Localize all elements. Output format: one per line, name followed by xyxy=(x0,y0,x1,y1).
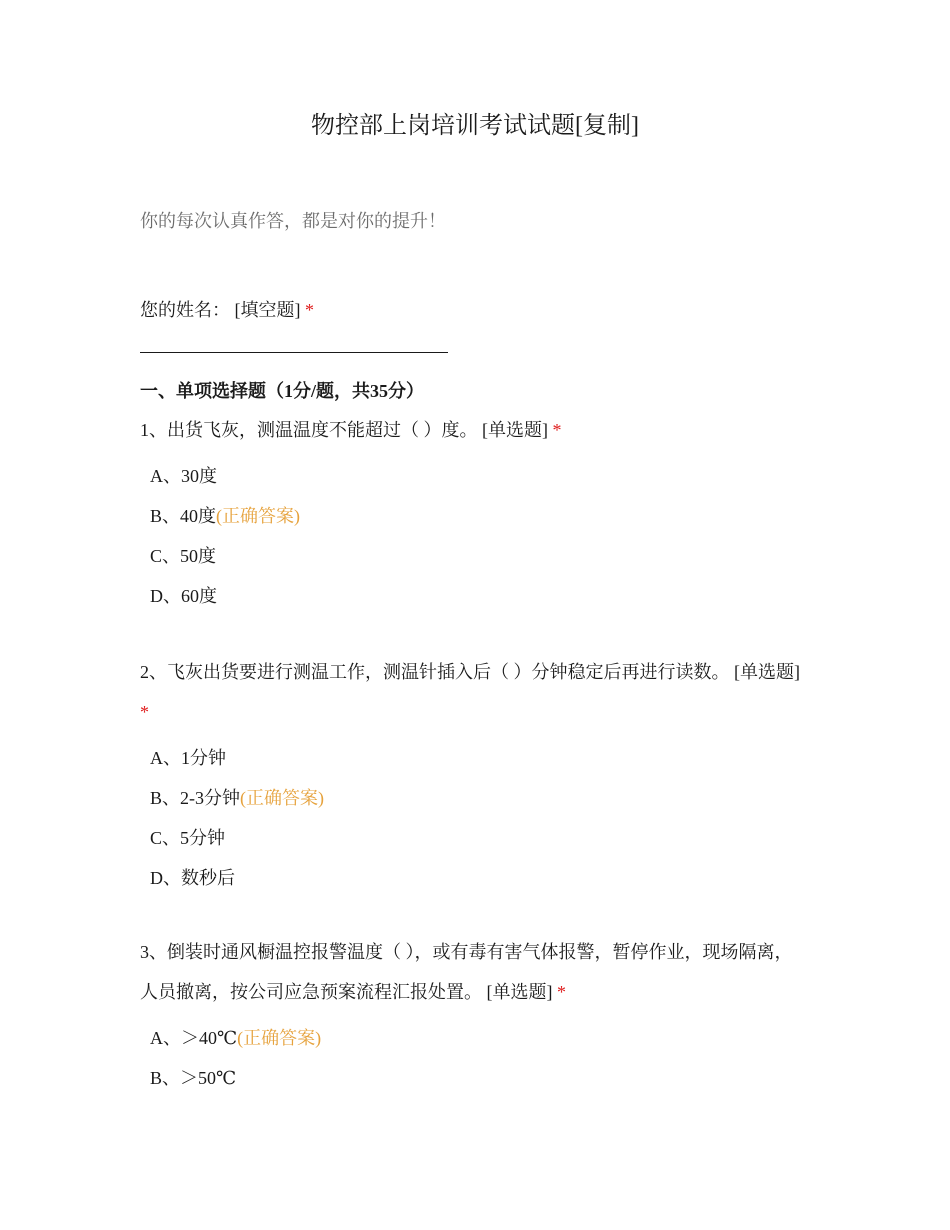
option-list xyxy=(140,1018,810,1098)
section-heading: 一、单项选择题（1分/题，共35分） xyxy=(140,381,424,401)
question-text xyxy=(140,932,810,1012)
option-label: D、数秒后 xyxy=(150,868,235,888)
option-c[interactable] xyxy=(150,536,810,576)
option-list xyxy=(140,456,810,616)
question-stem: 3、倒装时通风橱温控报警温度（ ），或有毒有害气体报警，暂停作业，现场隔离，人员撤离，按公司应急预案流程汇报处置。 xyxy=(140,942,793,1002)
option-a[interactable] xyxy=(150,738,810,778)
option-b[interactable] xyxy=(150,778,810,818)
question-2 xyxy=(140,652,810,898)
option-a[interactable] xyxy=(150,1018,810,1058)
name-question xyxy=(140,296,314,324)
option-label: D、60度 xyxy=(150,586,217,606)
option-a[interactable] xyxy=(150,456,810,496)
option-label: A、1分钟 xyxy=(150,748,226,768)
option-label: C、50度 xyxy=(150,546,217,566)
option-d[interactable] xyxy=(150,576,810,616)
option-list xyxy=(140,738,810,898)
question-type-tag: [填空题] xyxy=(234,300,301,320)
question-stem: 2、飞灰出货要进行测温工作，测温针插入后（ ）分钟稳定后再进行读数。 xyxy=(140,662,730,682)
option-label: B、2-3分钟 xyxy=(150,788,240,808)
correct-answer-tag: (正确答案) xyxy=(216,506,301,526)
question-stem: 1、出货飞灰，测温温度不能超过（ ）度。 xyxy=(140,420,478,440)
question-1 xyxy=(140,410,810,616)
page-subtitle: 你的每次认真作答，都是对你的提升！ xyxy=(140,211,446,231)
option-label: C、5分钟 xyxy=(150,828,226,848)
required-marker: * xyxy=(552,420,562,440)
option-label: B、40度 xyxy=(150,506,217,526)
name-question-label: 您的姓名： xyxy=(140,300,230,320)
required-marker: * xyxy=(140,702,149,722)
option-b[interactable] xyxy=(150,1058,810,1098)
correct-answer-tag: (正确答案) xyxy=(237,1028,322,1048)
option-b[interactable] xyxy=(150,496,810,536)
question-type-tag: [单选题] xyxy=(482,420,548,440)
option-c[interactable] xyxy=(150,818,810,858)
page-title: 物控部上岗培训考试试题[复制] xyxy=(311,113,639,139)
option-label: A、＞40℃ xyxy=(150,1028,238,1048)
option-label: B、＞50℃ xyxy=(150,1068,237,1088)
question-type-tag: [单选题] xyxy=(734,662,800,682)
option-d[interactable] xyxy=(150,858,810,898)
required-marker: * xyxy=(305,300,314,320)
name-answer-line[interactable] xyxy=(140,352,448,353)
question-text xyxy=(140,652,810,732)
question-text xyxy=(140,410,810,450)
required-marker: * xyxy=(557,982,566,1002)
question-type-tag: [单选题] xyxy=(486,982,553,1002)
question-3 xyxy=(140,932,810,1098)
correct-answer-tag: (正确答案) xyxy=(240,788,324,808)
option-label: A、30度 xyxy=(150,466,217,486)
